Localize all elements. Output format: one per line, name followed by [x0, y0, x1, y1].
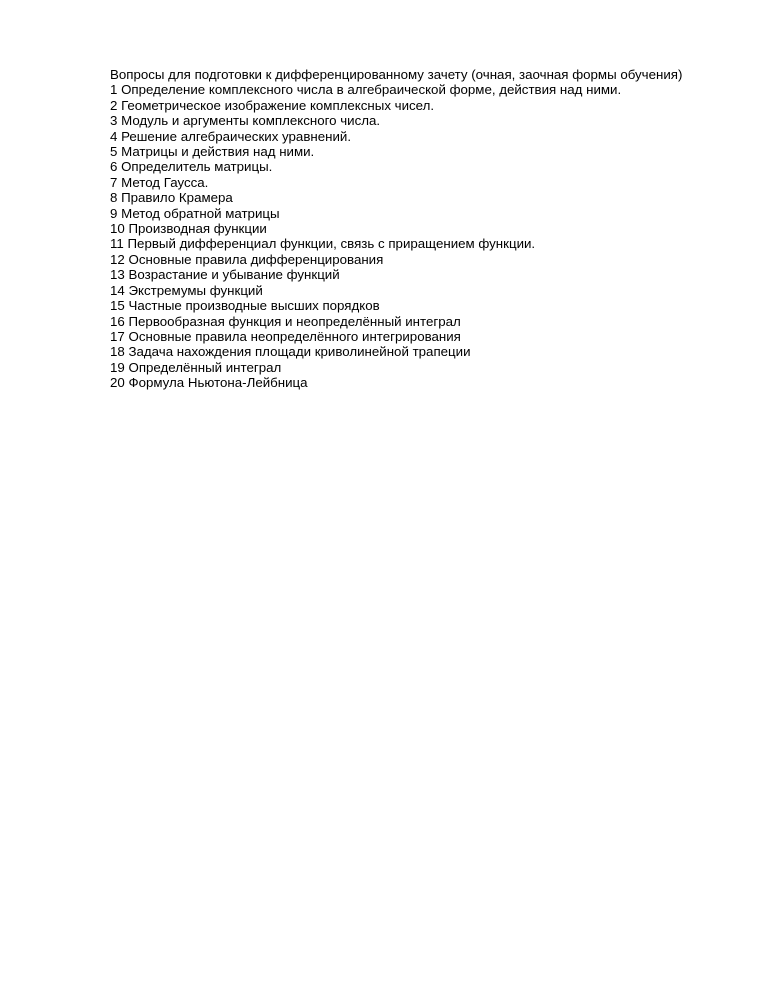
question-item: 10 Производная функции [110, 221, 267, 237]
question-item: 17 Основные правила неопределённого интегрирования [110, 328, 461, 344]
document-title: Вопросы для подготовки к дифференцированному зачету (очная, заочная формы обучения) [110, 67, 683, 82]
question-item: 9 Метод обратной матрицы [110, 205, 280, 221]
question-item: 3 Модуль и аргументы комплексного числа. [110, 113, 381, 129]
question-item: 12 Основные правила дифференцирования [110, 251, 384, 267]
question-item: 20 Формула Ньютона-Лейбница [110, 375, 308, 391]
question-item: 15 Частные производные высших порядков [110, 298, 380, 314]
question-item: 4 Решение алгебраических уравнений. [110, 128, 352, 144]
question-item: 5 Матрицы и действия над ними. [110, 144, 315, 160]
question-item: 16 Первообразная функция и неопределённый интеграл [110, 313, 461, 329]
question-item: 11 Первый дифференциал функции, связь с приращением функции. [110, 236, 536, 252]
question-item: 14 Экстремумы функций [110, 282, 263, 298]
document-page [110, 67, 710, 391]
question-item: 13 Возрастание и убывание функций [110, 267, 340, 283]
question-item: 18 Задача нахождения площади криволинейной трапеции [110, 344, 471, 360]
question-item: 1 Определение комплексного числа в алгебраической форме, действия над ними. [110, 82, 622, 98]
questions-list [110, 82, 710, 390]
question-item: 8 Правило Крамера [110, 190, 233, 206]
question-item: 6 Определитель матрицы. [110, 159, 273, 175]
question-item: 7 Метод Гаусса. [110, 174, 209, 190]
question-item: 19 Определённый интеграл [110, 359, 282, 375]
question-item: 2 Геометрическое изображение комплексных чисел. [110, 97, 435, 113]
